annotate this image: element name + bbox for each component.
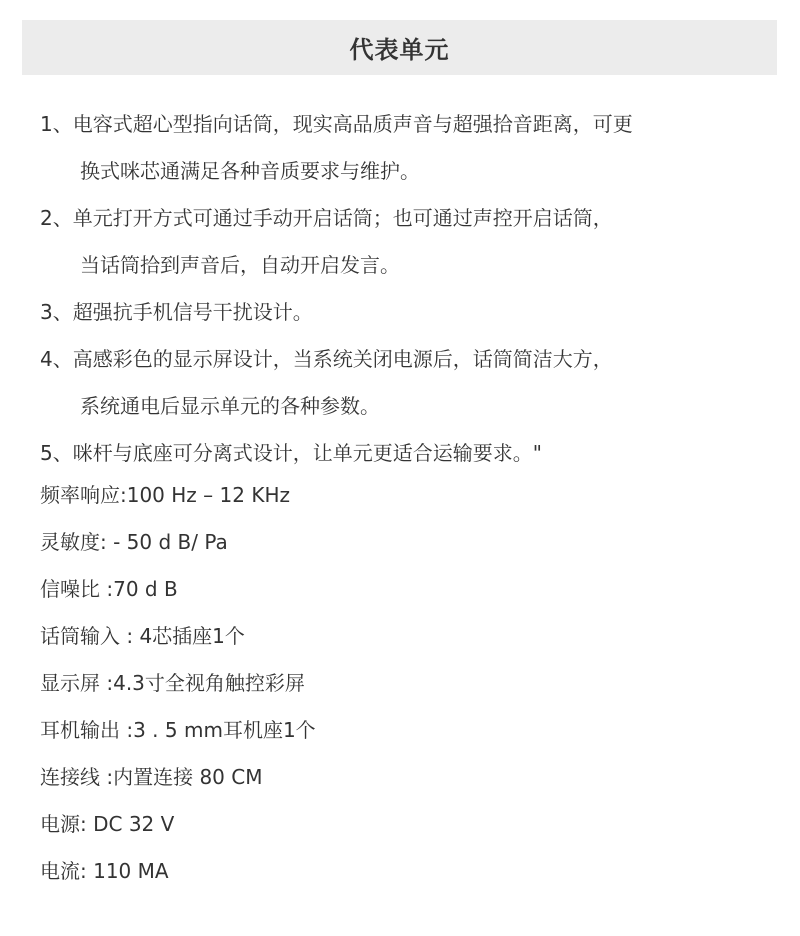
- spec-cable: 连接线 :内置连接 80 CM: [40, 765, 263, 789]
- feature-text: 2、单元打开方式可通过手动开启话筒；也可通过声控开启话筒，: [40, 206, 613, 230]
- spec-frequency-response: 频率响应:100 Hz – 12 KHz: [40, 483, 290, 507]
- feature-text: 5、咪杆与底座可分离式设计，让单元更适合运输要求。": [40, 441, 542, 465]
- spec-current: 电流: 110 MA: [40, 859, 169, 883]
- spec-headphone-output: 耳机输出 :3 . 5 mm耳机座1个: [40, 718, 316, 742]
- feature-item-3: [40, 289, 770, 336]
- feature-text: 3、超强抗手机信号干扰设计。: [40, 300, 313, 324]
- spec-display: 显示屏 :4.3寸全视角触控彩屏: [40, 671, 305, 695]
- feature-item-2: [40, 195, 770, 289]
- feature-text: 4、高感彩色的显示屏设计，当系统关闭电源后，话筒简洁大方，: [40, 347, 613, 371]
- spec-list: [40, 472, 770, 895]
- feature-list: [40, 101, 770, 477]
- feature-text: 1、电容式超心型指向话筒，现实高品质声音与超强拾音距离，可更: [40, 112, 633, 136]
- feature-item-5: [40, 430, 770, 477]
- title-bar: [22, 20, 777, 75]
- spec-snr: 信噪比 :70 d B: [40, 577, 178, 601]
- feature-item-1: [40, 101, 770, 195]
- feature-text-continued: 系统通电后显示单元的各种参数。: [80, 394, 380, 418]
- feature-text-continued: 换式咪芯通满足各种音质要求与维护。: [80, 159, 420, 183]
- spec-mic-input: 话筒输入 : 4芯插座1个: [40, 624, 245, 648]
- spec-sensitivity: 灵敏度: - 50 d B/ Pa: [40, 530, 228, 554]
- feature-item-4: [40, 336, 770, 430]
- page-title: 代表单元: [349, 36, 450, 64]
- feature-text-continued: 当话筒拾到声音后，自动开启发言。: [80, 253, 400, 277]
- spec-power: 电源: DC 32 V: [40, 812, 175, 836]
